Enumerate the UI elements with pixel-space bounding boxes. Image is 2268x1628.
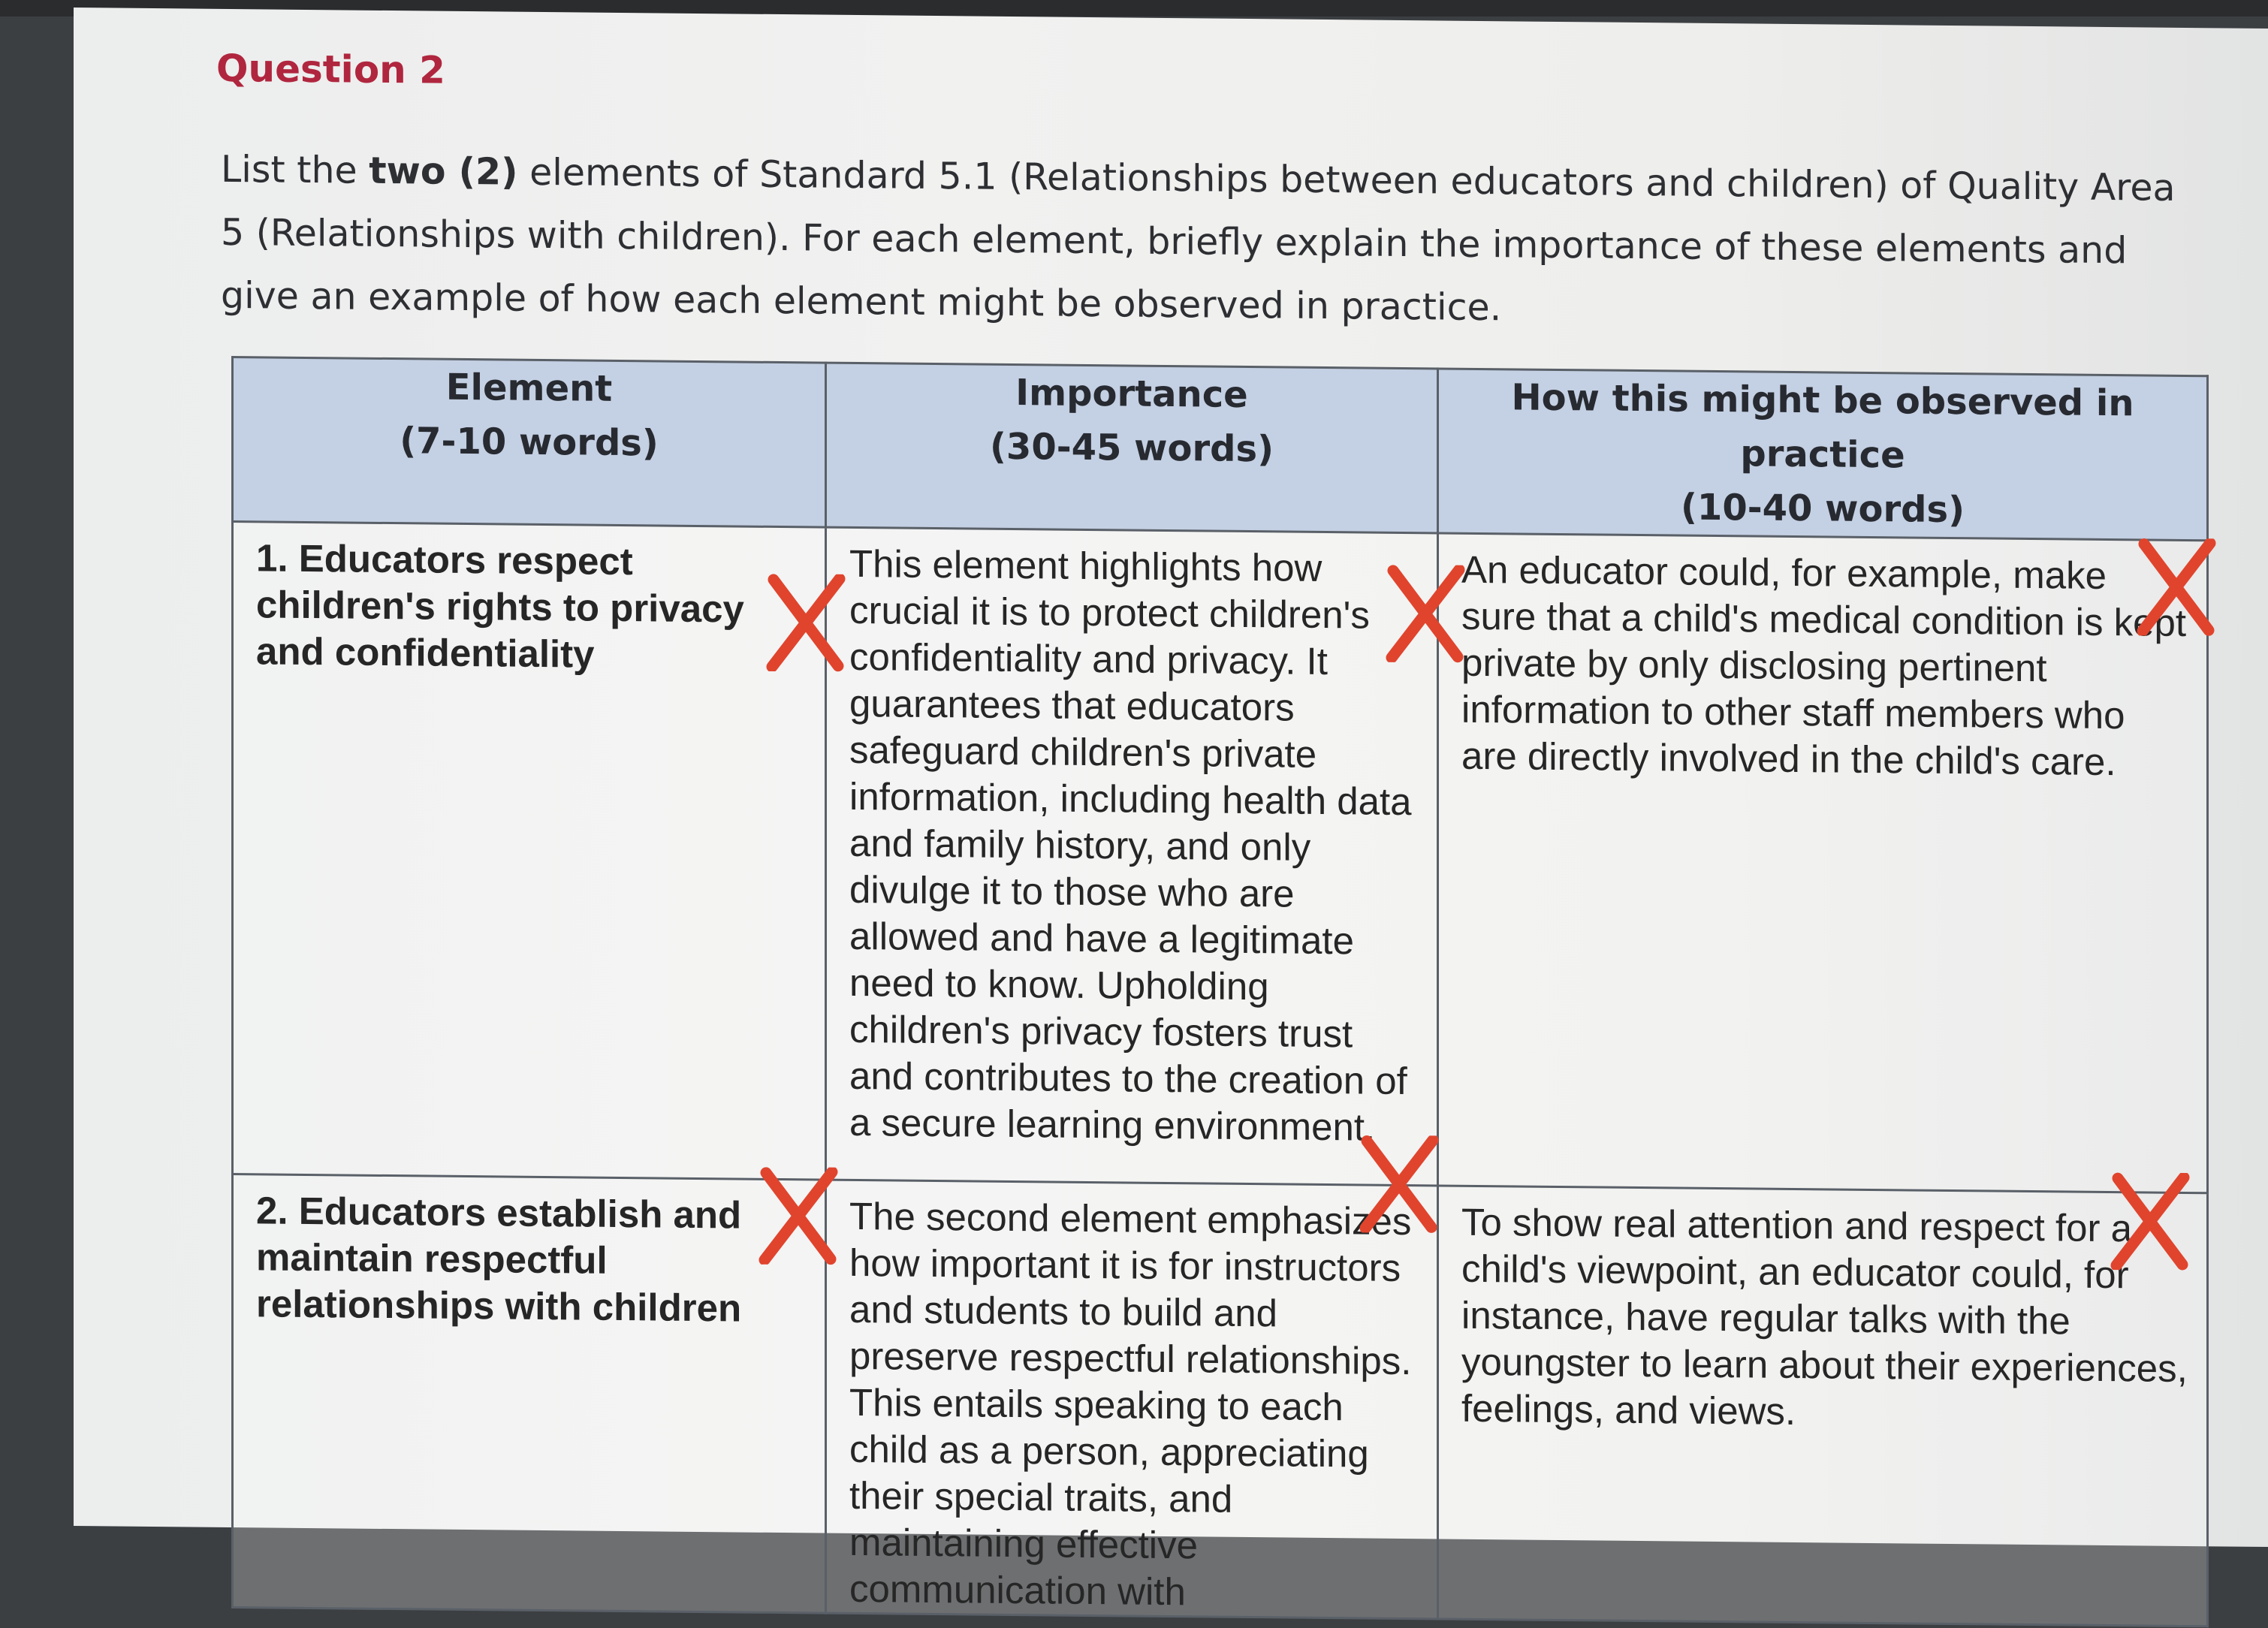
document-page <box>74 8 2268 1614</box>
table-header-row <box>233 357 2208 541</box>
header-practice: How this might be observed in practice (10-40 words) <box>1438 369 2208 541</box>
element-cell: 1. Educators respect children's rights to privacy and confidentiality <box>233 522 826 1180</box>
header-importance: Importance (30-45 words) <box>826 363 1438 533</box>
table-row <box>233 1174 2208 1626</box>
table-row <box>233 522 2208 1193</box>
practice-cell: To show real attention and respect for a child's viewpoint, an educator could, for instance, have regular talks with the youngster to learn about their experiences, feelings, and views. <box>1438 1186 2208 1626</box>
header-element: Element (7-10 words) <box>233 357 826 528</box>
cross-mark-icon <box>2109 1172 2191 1271</box>
emphasis-two: two (2) <box>369 149 518 194</box>
importance-cell: The second element emphasizes how important it is for instructors and students to build and preserve respectful relationships. This entails speaking to each child as a person, appreciating their special traits, and maintaining effective communication with <box>826 1180 1438 1619</box>
importance-cell: This element highlights how crucial it is to protect children's confidentiality and privacy. It guarantees that educators safeguard children's private information, including health data and family history, and only divulge it to those who are allowed and have a legitimate need to know. Upholding children's privacy fosters trust and contributes to the creation of a secure learning environment. <box>826 527 1438 1186</box>
cross-mark-icon <box>2135 538 2218 636</box>
question-prompt: List the two (2) elements of Standard 5.1 (Relationships between educators and children) of Quality Area 5 (Relationships with children). For each element, briefly explain the importance of these elements and give an example of how each element might be observed in practice. <box>221 147 2176 330</box>
cross-mark-icon <box>1358 1135 1440 1233</box>
answer-table <box>231 356 2209 1627</box>
cross-mark-icon <box>1384 565 1467 663</box>
cross-mark-icon <box>765 574 847 672</box>
element-cell: 2. Educators establish and maintain respectful relationships with children <box>233 1174 826 1614</box>
practice-cell: An educator could, for example, make sure that a child's medical condition is kept private by only disclosing pertinent information to other staff members who are directly involved in the child's care. <box>1438 533 2208 1193</box>
question-title: Question 2 <box>216 46 445 92</box>
cross-mark-icon <box>757 1167 840 1265</box>
